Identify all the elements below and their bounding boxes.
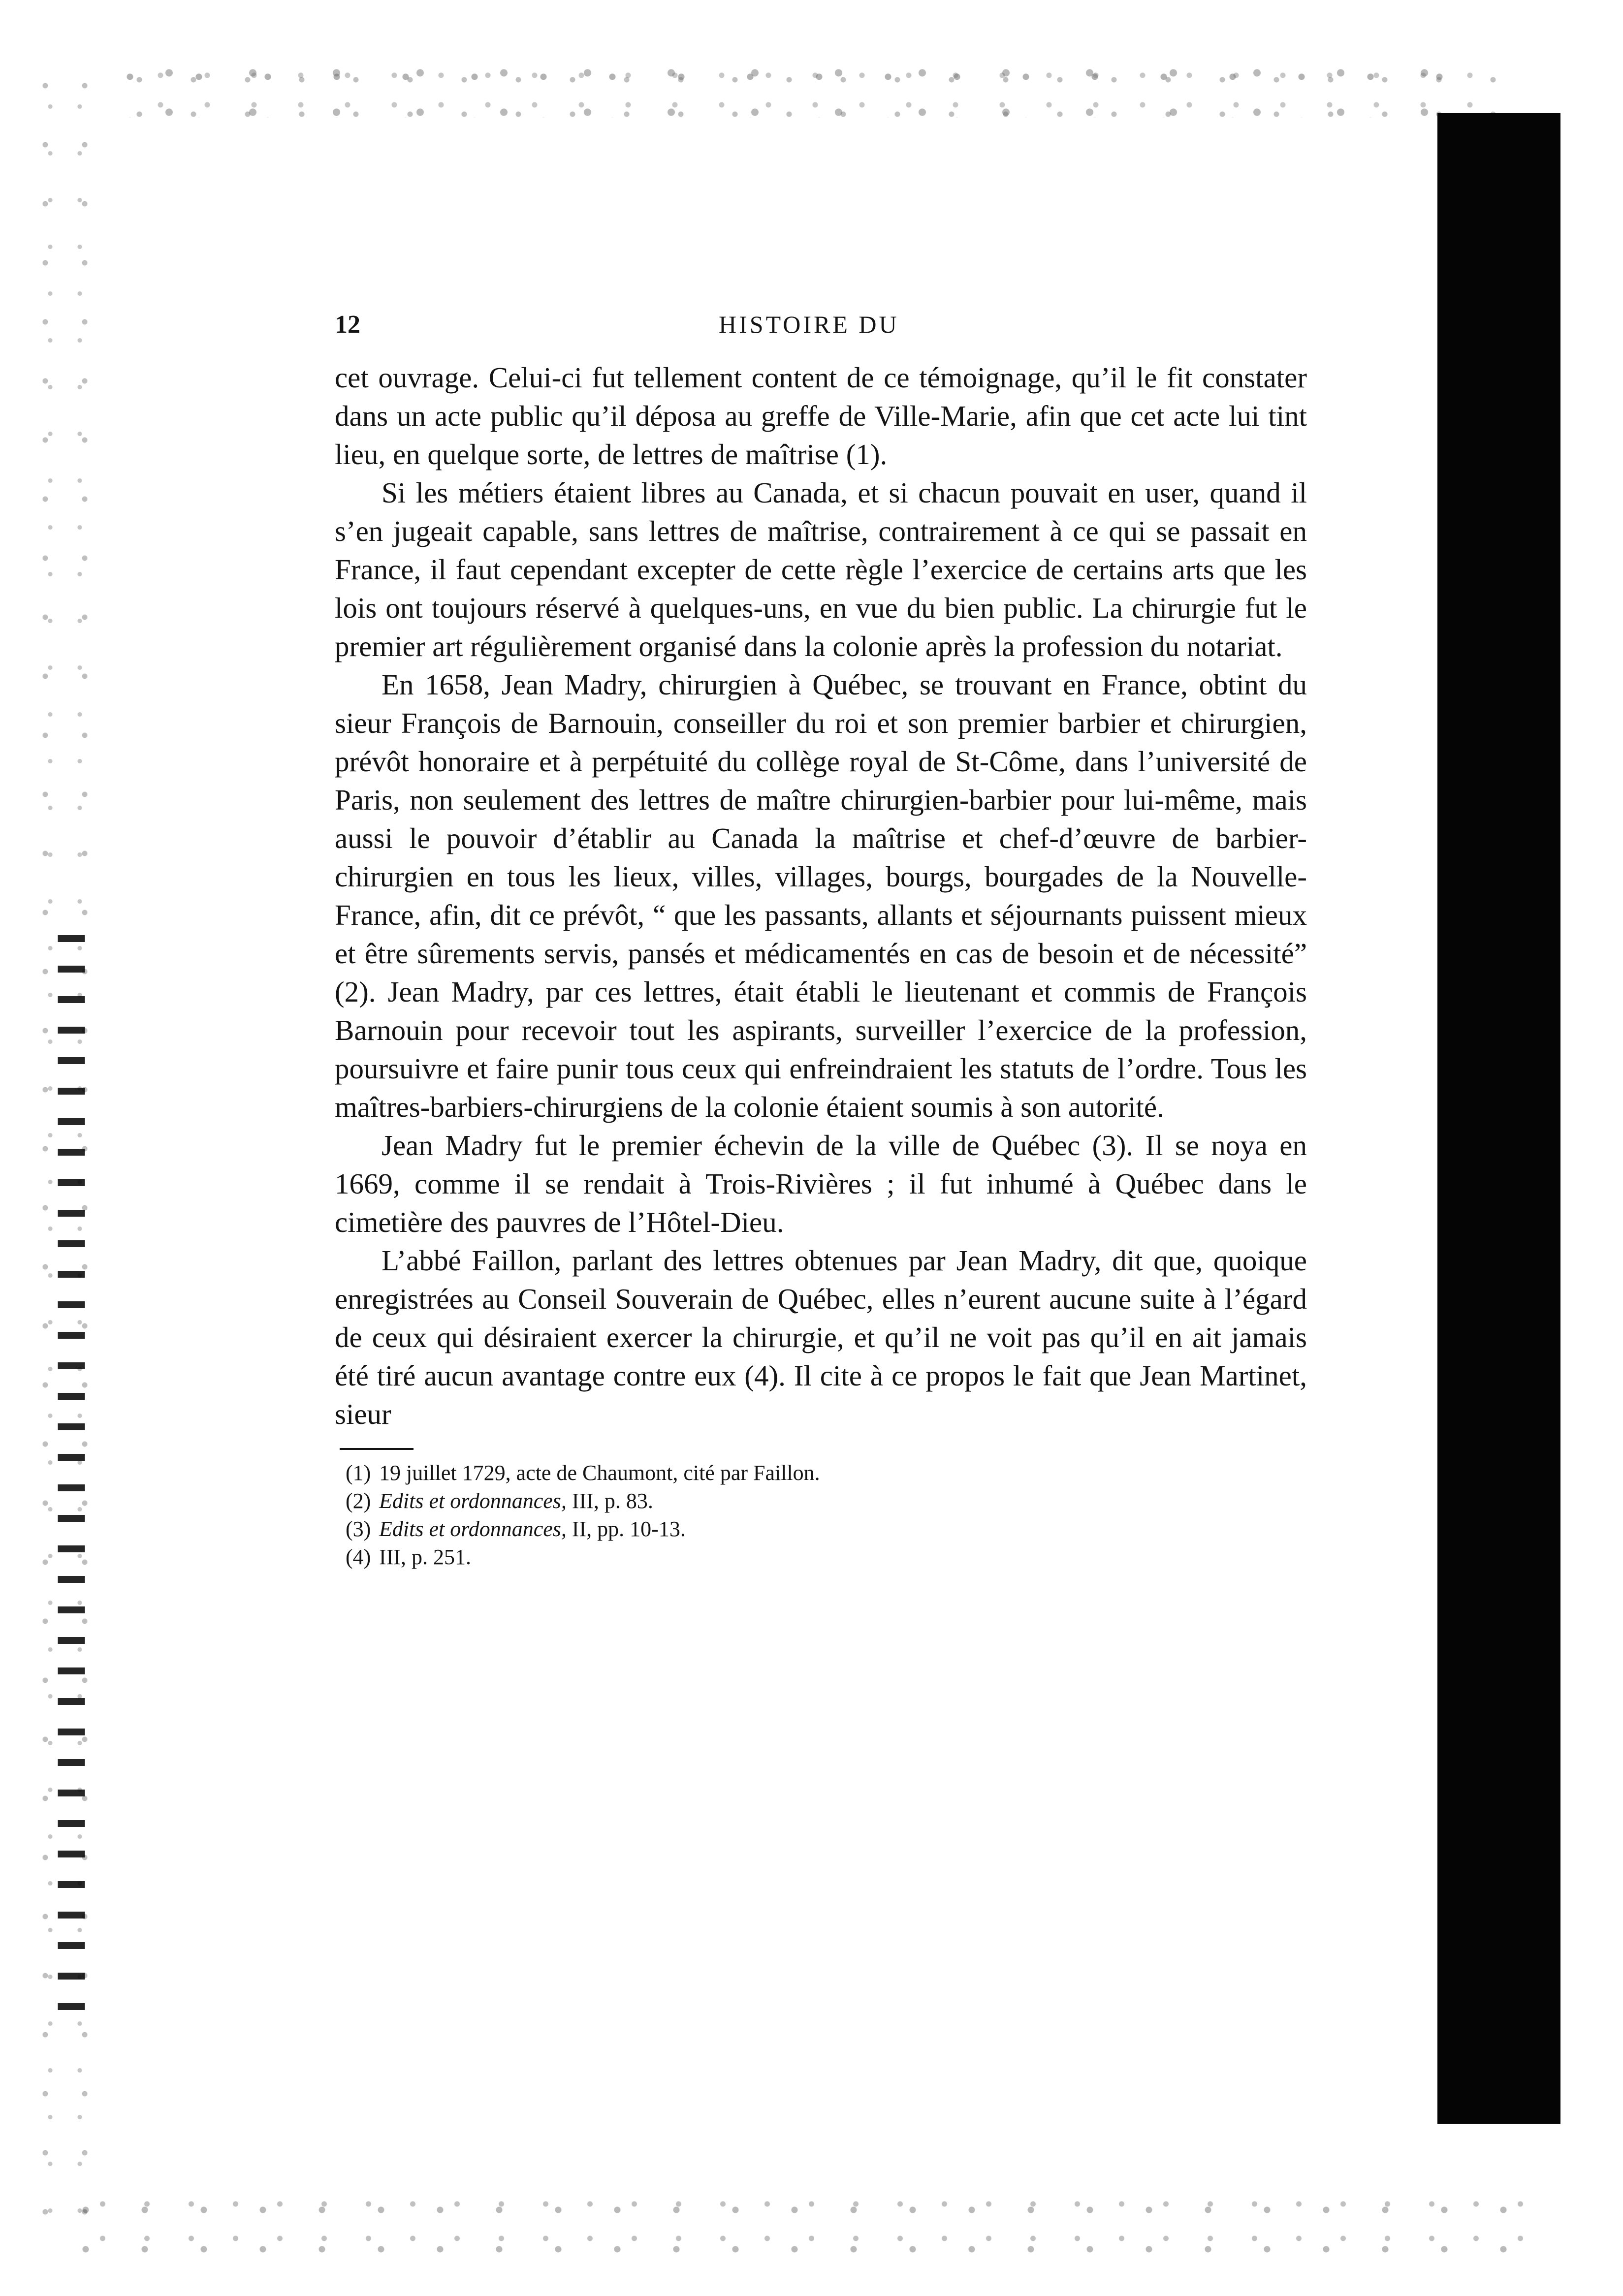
footnote-reference: II, pp. 10-13. (566, 1517, 686, 1541)
footnote (346, 1459, 1307, 1487)
footnote-marker: (2) (346, 1489, 371, 1513)
page-number: 12 (335, 311, 360, 339)
paragraph: L’abbé Faillon, parlant des lettres obtenues par Jean Madry, dit que, quoique enregistrées au Conseil Souverain de Québec, elles n’eurent aucune suite à l’égard de ceux qui désiraient exercer la chirurgie, et qu’il ne voit pas qu’il en ait jamais été tiré aucun avantage contre eux (4). Il cite à ce propos le fait que Jean Martinet, sieur (335, 1244, 1307, 1430)
scan-edge-top (123, 59, 1501, 118)
scan-edge-bottom (74, 2190, 1526, 2269)
running-title: HISTOIRE DU (719, 311, 899, 338)
footnote-italic-title: Edits et ordonnances, (379, 1517, 567, 1541)
footnote-rule (340, 1448, 414, 1450)
scan-margin-marks (44, 935, 98, 2018)
paragraph: Jean Madry fut le premier échevin de la ville de Québec (3). Il se noya en 1669, comme il se rendait à Trois-Rivières ; il fut inhumé à Québec dans le cimetière des pauvres de l’Hôtel-Dieu. (335, 1129, 1307, 1238)
book-page (335, 310, 1307, 1571)
footnote (346, 1543, 1307, 1571)
footnotes (346, 1459, 1307, 1571)
footnote-marker: (3) (346, 1517, 371, 1541)
running-head (335, 310, 1307, 349)
footnote (346, 1487, 1307, 1515)
paragraph: En 1658, Jean Madry, chirurgien à Québec, se trouvant en France, obtint du sieur François de Barnouin, conseiller du roi et son premier barbier et chirurgien, prévôt honoraire et à perpétuité du collège royal de St-Côme, dans l’université de Paris, non seulement des lettres de maître chirurgien-barbier pour lui-même, mais aussi le pouvoir d’établir au Canada la maîtrise et chef-d’œuvre de barbier-chirurgien en tous les lieux, villes, villages, bourgs, bourgades de la Nouvelle-France, afin, dit ce prévôt, “ que les passants, allants et séjournants puissent mieux et être sûrements servis, pansés et médicamentés en cas de besoin et de nécessité” (2). Jean Madry, par ces lettres, était établi le lieutenant et commis de François Barnouin pour recevoir tout les aspirants, surveiller l’exercice de la profession, poursuivre et faire punir tous ceux qui enfreindraient les statuts de l’ordre. Tous les maîtres-barbiers-chirurgiens de la colonie étaient soumis à son autorité. (335, 668, 1307, 1123)
footnote-reference: III, p. 83. (566, 1489, 653, 1513)
footnote-text (379, 1487, 653, 1515)
footnote-text: III, p. 251. (379, 1545, 471, 1569)
footnote (346, 1515, 1307, 1543)
footnote-marker: (4) (346, 1545, 371, 1569)
footnote-marker: (1) (346, 1461, 371, 1485)
paragraph: cet ouvrage. Celui-ci fut tellement content de ce témoignage, qu’il le fit constater dans un acte public qu’il déposa au greffe de Ville-Marie, afin que cet acte lui tint lieu, en quelque sorte, de lettres de maîtrise (1). (335, 361, 1307, 471)
footnote-text (379, 1515, 686, 1543)
footnote-italic-title: Edits et ordonnances, (379, 1489, 567, 1513)
paragraph: Si les métiers étaient libres au Canada, et si chacun pouvait en user, quand il s’en jugeait capable, sans lettres de maîtrise, contrairement à ce qui se passait en France, il faut cependant excepter de cette règle l’exercice de certains arts que les lois ont toujours réservé à quelques-uns, en vue du bien public. La chirurgie fut le premier art régulièrement organisé dans la colonie après la profession du notariat. (335, 476, 1307, 662)
footnote-text: 19 juillet 1729, acte de Chaumont, cité par Faillon. (379, 1461, 820, 1485)
scan-binding-shadow (1437, 113, 1560, 2124)
body-text (335, 358, 1307, 1433)
